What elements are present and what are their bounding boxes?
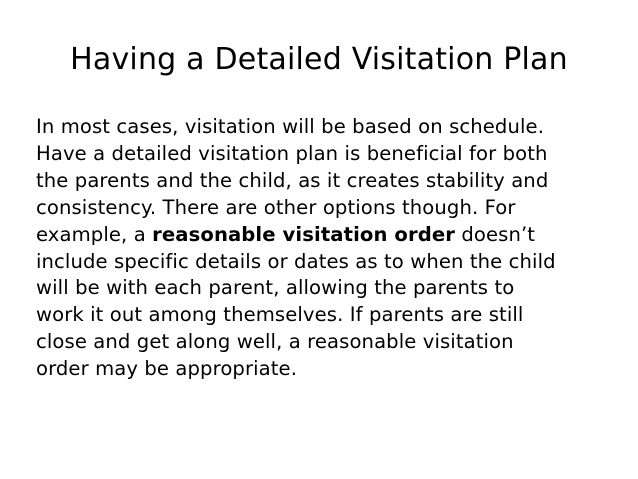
slide-title: Having a Detailed Visitation Plan (70, 42, 568, 77)
body-line: include specific details or dates as to when the child (36, 249, 556, 273)
body-line: consistency. There are other options though. For (36, 195, 516, 219)
body-line: will be with each parent, allowing the parents to (36, 276, 515, 300)
emphasized-term: reasonable visitation order (152, 222, 456, 246)
body-line: work it out among themselves. If parents are still (36, 303, 524, 327)
slide-body (36, 114, 606, 383)
body-line: order may be appropriate. (36, 357, 298, 381)
body-line: close and get along well, a reasonable visitation (36, 330, 514, 354)
body-line: In most cases, visitation will be based on schedule. (36, 115, 545, 138)
body-line-with-emphasis (36, 222, 606, 249)
body-text: example, a (36, 222, 153, 246)
body-line: Have a detailed visitation plan is beneficial for both (36, 141, 548, 165)
body-text: doesn’t (455, 222, 536, 246)
body-line: the parents and the child, as it creates stability and (36, 168, 549, 192)
